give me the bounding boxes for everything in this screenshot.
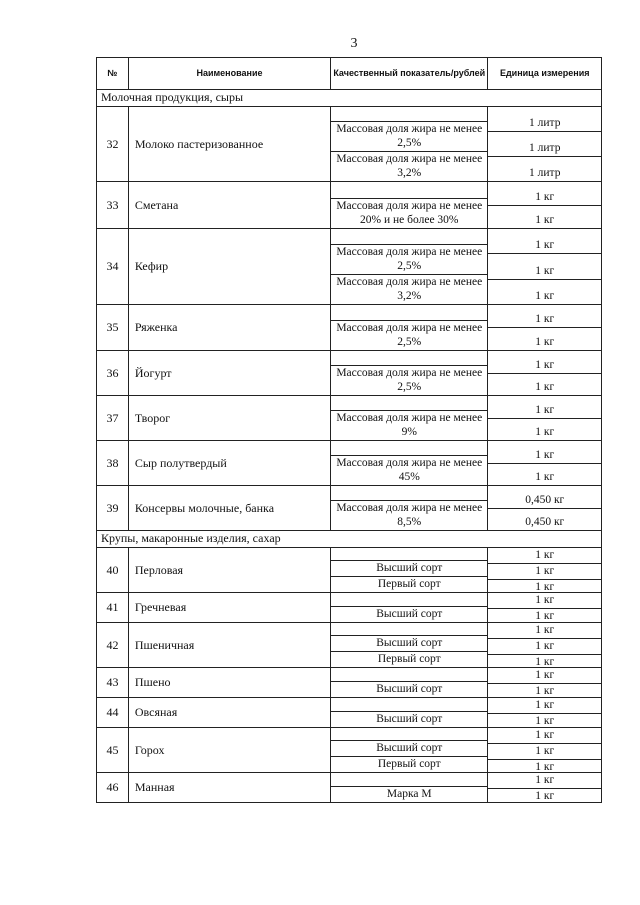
table-row bbox=[96, 728, 602, 773]
quality-indicator: Высший сорт bbox=[331, 636, 487, 652]
unit-of-measure: 1 кг bbox=[488, 229, 601, 254]
table-row bbox=[96, 182, 602, 229]
table-row bbox=[96, 486, 602, 531]
unit-of-measure: 1 кг bbox=[535, 685, 555, 697]
table-row bbox=[96, 441, 602, 486]
quality-cell bbox=[331, 305, 488, 350]
quality-indicator bbox=[331, 773, 487, 787]
unit-cell bbox=[488, 351, 601, 395]
row-number: 45 bbox=[97, 728, 129, 772]
product-name: Молоко пастеризованное bbox=[129, 107, 331, 181]
unit-of-measure: 1 кг bbox=[535, 471, 555, 483]
product-name: Йогурт bbox=[129, 351, 331, 395]
quality-indicator: Массовая доля жира не менее 20% и не более 30% bbox=[336, 200, 483, 226]
quality-cell bbox=[331, 351, 488, 395]
unit-of-measure: 1 литр bbox=[529, 167, 561, 179]
product-name: Перловая bbox=[129, 548, 331, 592]
unit-of-measure: 0,450 кг bbox=[525, 516, 565, 528]
unit-of-measure: 1 кг bbox=[488, 668, 601, 684]
quality-indicator bbox=[331, 728, 487, 741]
quality-indicator: Первый сорт bbox=[377, 653, 441, 665]
unit-of-measure: 1 кг bbox=[488, 548, 601, 564]
quality-cell bbox=[331, 548, 488, 592]
unit-of-measure: 1 литр bbox=[488, 132, 601, 157]
unit-of-measure: 1 кг bbox=[488, 182, 601, 206]
unit-cell bbox=[488, 182, 601, 228]
table-row bbox=[96, 548, 602, 593]
unit-of-measure: 0,450 кг bbox=[488, 486, 601, 509]
unit-of-measure: 1 кг bbox=[535, 581, 555, 593]
quality-indicator: Высший сорт bbox=[331, 561, 487, 577]
row-number: 35 bbox=[97, 305, 129, 350]
table-row bbox=[96, 593, 602, 623]
quality-indicator bbox=[331, 548, 487, 561]
row-number: 37 bbox=[97, 396, 129, 440]
product-name: Кефир bbox=[129, 229, 331, 304]
unit-of-measure: 1 кг bbox=[535, 761, 555, 773]
row-number: 34 bbox=[97, 229, 129, 304]
header-num: № bbox=[97, 58, 129, 89]
unit-of-measure: 1 кг bbox=[535, 381, 555, 393]
unit-of-measure: 1 кг bbox=[488, 593, 601, 609]
unit-cell bbox=[488, 548, 601, 592]
unit-of-measure: 1 кг bbox=[488, 728, 601, 744]
quality-indicator: Массовая доля жира не менее 2,5% bbox=[336, 322, 483, 348]
unit-cell bbox=[488, 698, 601, 727]
section-title: Молочная продукция, сыры bbox=[96, 90, 602, 107]
unit-cell bbox=[488, 623, 601, 667]
quality-indicator: Массовая доля жира не менее 3,2% bbox=[336, 276, 483, 302]
unit-of-measure: 1 литр bbox=[488, 107, 601, 132]
unit-of-measure: 1 кг bbox=[535, 610, 555, 622]
product-name: Сыр полутвердый bbox=[129, 441, 331, 485]
unit-cell bbox=[488, 441, 601, 485]
unit-cell bbox=[488, 229, 601, 304]
table-row bbox=[96, 396, 602, 441]
unit-cell bbox=[488, 728, 601, 772]
product-name: Манная bbox=[129, 773, 331, 802]
quality-cell bbox=[331, 441, 488, 485]
row-number: 38 bbox=[97, 441, 129, 485]
quality-indicator bbox=[331, 351, 487, 366]
quality-cell bbox=[331, 229, 488, 304]
quality-cell bbox=[331, 773, 488, 802]
unit-of-measure: 1 кг bbox=[488, 639, 601, 655]
quality-indicator bbox=[331, 107, 487, 122]
quality-indicator: Массовая доля жира не менее 2,5% bbox=[331, 122, 487, 152]
page-number: 3 bbox=[350, 36, 358, 51]
row-number: 44 bbox=[97, 698, 129, 727]
quality-indicator: Массовая доля жира не менее 3,2% bbox=[336, 153, 483, 179]
row-number: 39 bbox=[97, 486, 129, 530]
row-number: 43 bbox=[97, 668, 129, 697]
quality-indicator: Массовая доля жира не менее 45% bbox=[336, 457, 483, 483]
quality-indicator: Высший сорт bbox=[331, 741, 487, 757]
quality-cell bbox=[331, 107, 488, 181]
product-name: Пшеничная bbox=[129, 623, 331, 667]
header-name: Наименование bbox=[129, 58, 331, 89]
product-name: Сметана bbox=[129, 182, 331, 228]
unit-of-measure: 1 кг bbox=[488, 744, 601, 760]
quality-indicator: Высший сорт bbox=[376, 608, 443, 620]
quality-indicator: Первый сорт bbox=[377, 578, 441, 590]
quality-indicator: Массовая доля жира не менее 8,5% bbox=[336, 502, 483, 528]
quality-indicator: Массовая доля жира не менее 9% bbox=[336, 412, 483, 438]
quality-cell bbox=[331, 623, 488, 667]
quality-indicator bbox=[331, 182, 487, 199]
quality-cell bbox=[331, 593, 488, 622]
unit-of-measure: 1 кг bbox=[488, 623, 601, 639]
quality-indicator bbox=[331, 486, 487, 501]
unit-cell bbox=[488, 773, 601, 802]
quality-indicator bbox=[331, 396, 487, 411]
product-name: Пшено bbox=[129, 668, 331, 697]
unit-cell bbox=[488, 668, 601, 697]
row-number: 42 bbox=[97, 623, 129, 667]
table-row bbox=[96, 107, 602, 182]
unit-of-measure: 1 кг bbox=[535, 715, 555, 727]
section-title: Крупы, макаронные изделия, сахар bbox=[96, 531, 602, 548]
quality-indicator bbox=[331, 593, 487, 607]
quality-indicator: Первый сорт bbox=[377, 758, 441, 770]
row-number: 41 bbox=[97, 593, 129, 622]
quality-cell bbox=[331, 182, 488, 228]
unit-cell bbox=[488, 396, 601, 440]
header-unit: Единица измерения bbox=[499, 68, 590, 78]
quality-cell bbox=[331, 698, 488, 727]
quality-indicator bbox=[331, 668, 487, 682]
table-header bbox=[96, 57, 602, 90]
row-number: 36 bbox=[97, 351, 129, 395]
table-row bbox=[96, 623, 602, 668]
product-name: Ряженка bbox=[129, 305, 331, 350]
product-name: Творог bbox=[129, 396, 331, 440]
quality-cell bbox=[331, 668, 488, 697]
unit-cell bbox=[488, 593, 601, 622]
quality-cell bbox=[331, 396, 488, 440]
product-table bbox=[96, 57, 602, 803]
unit-cell bbox=[488, 107, 601, 181]
table-row bbox=[96, 229, 602, 305]
quality-indicator: Массовая доля жира не менее 2,5% bbox=[336, 367, 483, 393]
table-row bbox=[96, 668, 602, 698]
quality-indicator bbox=[331, 623, 487, 636]
table-row bbox=[96, 698, 602, 728]
quality-cell bbox=[331, 486, 488, 530]
unit-of-measure: 1 кг bbox=[535, 336, 555, 348]
unit-of-measure: 1 кг bbox=[488, 698, 601, 714]
unit-cell bbox=[488, 305, 601, 350]
unit-of-measure: 1 кг bbox=[488, 254, 601, 279]
quality-indicator bbox=[331, 441, 487, 456]
product-name: Гречневая bbox=[129, 593, 331, 622]
quality-indicator: Высший сорт bbox=[376, 713, 443, 725]
unit-of-measure: 1 кг bbox=[488, 396, 601, 419]
header-quality: Качественный показатель/рублей bbox=[331, 58, 488, 89]
row-number: 40 bbox=[97, 548, 129, 592]
quality-indicator: Массовая доля жира не менее 2,5% bbox=[331, 245, 487, 275]
quality-indicator bbox=[331, 305, 487, 321]
unit-of-measure: 1 кг bbox=[488, 351, 601, 374]
unit-cell bbox=[488, 486, 601, 530]
product-name: Горох bbox=[129, 728, 331, 772]
row-number: 32 bbox=[97, 107, 129, 181]
product-name: Овсяная bbox=[129, 698, 331, 727]
unit-of-measure: 1 кг bbox=[488, 305, 601, 328]
unit-of-measure: 1 кг bbox=[535, 426, 555, 438]
row-number: 46 bbox=[97, 773, 129, 802]
product-name: Консервы молочные, банка bbox=[129, 486, 331, 530]
quality-indicator bbox=[331, 698, 487, 712]
quality-indicator: Марка М bbox=[386, 788, 432, 800]
table-row bbox=[96, 305, 602, 351]
unit-of-measure: 1 кг bbox=[488, 564, 601, 580]
unit-of-measure: 1 кг bbox=[535, 790, 555, 802]
quality-cell bbox=[331, 728, 488, 772]
quality-indicator: Высший сорт bbox=[376, 683, 443, 695]
table-row bbox=[96, 773, 602, 803]
quality-indicator bbox=[331, 229, 487, 245]
unit-of-measure: 1 кг bbox=[488, 441, 601, 464]
row-number: 33 bbox=[97, 182, 129, 228]
unit-of-measure: 1 кг bbox=[488, 773, 601, 789]
unit-of-measure: 1 кг bbox=[535, 656, 555, 668]
unit-of-measure: 1 кг bbox=[535, 289, 555, 302]
unit-of-measure: 1 кг bbox=[535, 214, 555, 226]
table-row bbox=[96, 351, 602, 396]
